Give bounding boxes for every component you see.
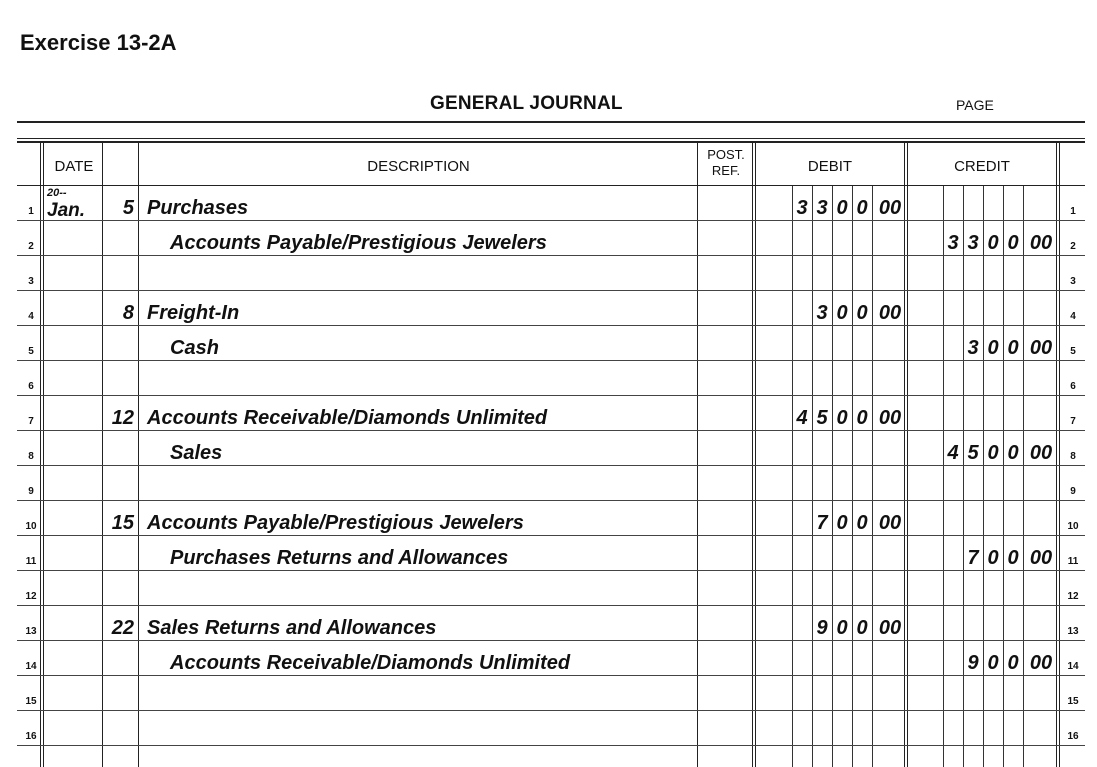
row-line	[17, 220, 1085, 221]
debit-digit: 0	[856, 197, 868, 219]
entry-description: Accounts Payable/Prestigious Jewelers	[170, 232, 547, 254]
credit-cents: 00	[1029, 337, 1053, 359]
line-number-left: 2	[28, 241, 34, 252]
header-post-ref	[698, 147, 754, 179]
debit-cents: 00	[878, 512, 902, 534]
row-line	[17, 500, 1085, 501]
credit-digit: 0	[1007, 232, 1019, 254]
debit-digit: 0	[856, 512, 868, 534]
row-line	[17, 290, 1085, 291]
grid-line-date-day	[102, 142, 103, 767]
debit-digit: 0	[836, 407, 848, 429]
credit-digit: 9	[967, 652, 979, 674]
header-bottom-line	[17, 185, 1085, 186]
entry-day: 22	[111, 617, 134, 639]
debit-digit: 0	[856, 617, 868, 639]
row-line	[17, 255, 1085, 256]
credit-digit: 3	[967, 232, 979, 254]
row-line	[17, 710, 1085, 711]
entry-description: Purchases	[147, 197, 249, 219]
top-rule-thin-1	[17, 138, 1085, 139]
credit-digit: 3	[947, 232, 959, 254]
credit-digit-line	[943, 185, 944, 767]
exercise-title: Exercise 13-2A	[20, 30, 177, 55]
credit-digit: 0	[987, 442, 999, 464]
line-number-right: 1	[1070, 206, 1076, 217]
row-line	[17, 465, 1085, 466]
grid-line-left-inner	[43, 142, 44, 767]
grid-line-debit-left-1	[752, 142, 753, 767]
credit-digit: 7	[967, 547, 979, 569]
debit-digit: 4	[796, 407, 808, 429]
entry-description: Cash	[170, 337, 219, 359]
top-rule	[17, 121, 1085, 123]
credit-digit-line	[963, 185, 964, 767]
credit-digit: 0	[987, 232, 999, 254]
page-label: PAGE	[956, 97, 994, 113]
line-number-left: 12	[25, 591, 37, 602]
debit-digit: 5	[816, 407, 828, 429]
credit-cents: 00	[1029, 232, 1053, 254]
line-number-right: 3	[1070, 276, 1076, 287]
grid-line-left-outer	[40, 142, 41, 767]
grid-line-credit-left-1	[904, 142, 905, 767]
credit-digit: 0	[1007, 442, 1019, 464]
line-number-right: 6	[1070, 381, 1076, 392]
debit-digit: 0	[856, 302, 868, 324]
line-number-left: 16	[25, 731, 37, 742]
line-number-left: 14	[25, 661, 37, 672]
line-number-right: 4	[1070, 311, 1076, 322]
debit-digit: 0	[836, 197, 848, 219]
entry-day: 12	[111, 407, 134, 429]
header-post-ref-line2: REF.	[711, 163, 741, 178]
line-number-left: 1	[28, 206, 34, 217]
credit-digit: 5	[967, 442, 979, 464]
credit-digit: 0	[987, 337, 999, 359]
line-number-right: 8	[1070, 451, 1076, 462]
credit-digit: 0	[1007, 547, 1019, 569]
row-line	[17, 605, 1085, 606]
year-label: 20--	[47, 187, 67, 199]
line-number-left: 7	[28, 416, 34, 427]
debit-digit-line	[832, 185, 833, 767]
debit-cents: 00	[878, 302, 902, 324]
debit-digit: 9	[816, 617, 828, 639]
debit-cents: 00	[878, 407, 902, 429]
grid-line-right-2	[1059, 142, 1060, 767]
credit-cents: 00	[1029, 442, 1053, 464]
line-number-left: 15	[25, 696, 37, 707]
line-number-right: 14	[1067, 661, 1079, 672]
line-number-right: 5	[1070, 346, 1076, 357]
row-line	[17, 395, 1085, 396]
grid-line-debit-left-2	[755, 142, 756, 767]
entry-description: Accounts Receivable/Diamonds Unlimited	[147, 407, 548, 429]
header-description: DESCRIPTION	[367, 158, 470, 175]
credit-digit-line	[1003, 185, 1004, 767]
entry-day: 15	[111, 512, 134, 534]
row-line	[17, 360, 1085, 361]
credit-digit: 4	[947, 442, 959, 464]
header-credit: CREDIT	[954, 158, 1010, 175]
debit-cents: 00	[878, 197, 902, 219]
credit-digit: 0	[987, 547, 999, 569]
row-line	[17, 640, 1085, 641]
entry-description: Sales Returns and Allowances	[147, 617, 437, 639]
entry-day: 8	[122, 302, 134, 324]
credit-digit: 0	[1007, 652, 1019, 674]
header-debit: DEBIT	[807, 158, 853, 175]
grid-line-postref-left	[697, 142, 698, 767]
line-number-left: 8	[28, 451, 34, 462]
credit-digit-line	[983, 185, 984, 767]
debit-cents: 00	[878, 617, 902, 639]
debit-digit: 0	[836, 302, 848, 324]
line-number-right: 9	[1070, 486, 1076, 497]
line-number-right: 10	[1067, 521, 1079, 532]
credit-digit: 0	[987, 652, 999, 674]
credit-digit: 3	[967, 337, 979, 359]
debit-digit: 3	[816, 197, 828, 219]
entry-description: Freight-In	[147, 302, 240, 324]
debit-digit: 0	[836, 617, 848, 639]
debit-digit: 0	[856, 407, 868, 429]
entry-description: Accounts Receivable/Diamonds Unlimited	[170, 652, 571, 674]
line-number-right: 11	[1067, 556, 1079, 567]
line-number-left: 9	[28, 486, 34, 497]
header-date: DATE	[54, 158, 94, 175]
line-number-right: 16	[1067, 731, 1079, 742]
debit-digit-line	[852, 185, 853, 767]
line-number-left: 4	[28, 311, 34, 322]
debit-digit: 0	[836, 512, 848, 534]
top-rule-thin-2	[17, 141, 1085, 143]
row-line	[17, 570, 1085, 571]
line-number-right: 15	[1067, 696, 1079, 707]
entry-day: 5	[122, 197, 134, 219]
entry-description: Sales	[170, 442, 223, 464]
header-post-ref-line1: POST.	[707, 147, 745, 162]
entry-description: Purchases Returns and Allowances	[170, 547, 509, 569]
row-line	[17, 675, 1085, 676]
line-number-right: 13	[1067, 626, 1079, 637]
line-number-left: 3	[28, 276, 34, 287]
line-number-left: 6	[28, 381, 34, 392]
line-number-left: 11	[25, 556, 37, 567]
month-label: Jan.	[47, 200, 86, 221]
row-line	[17, 745, 1085, 746]
debit-digit: 7	[816, 512, 828, 534]
line-number-left: 10	[25, 521, 37, 532]
row-line	[17, 535, 1085, 536]
row-line	[17, 430, 1085, 431]
debit-digit-line	[872, 185, 873, 767]
entry-description: Accounts Payable/Prestigious Jewelers	[147, 512, 524, 534]
line-number-left: 5	[28, 346, 34, 357]
credit-cents: 00	[1029, 547, 1053, 569]
journal-title: GENERAL JOURNAL	[430, 93, 623, 114]
debit-digit-line	[812, 185, 813, 767]
debit-digit: 3	[796, 197, 808, 219]
credit-digit-line	[1023, 185, 1024, 767]
grid-line-description-left	[138, 142, 139, 767]
line-number-right: 7	[1070, 416, 1076, 427]
row-line	[17, 325, 1085, 326]
grid-line-credit-left-2	[907, 142, 908, 767]
debit-digit: 3	[816, 302, 828, 324]
line-number-right: 2	[1070, 241, 1076, 252]
credit-digit: 0	[1007, 337, 1019, 359]
debit-digit-line	[792, 185, 793, 767]
line-number-left: 13	[25, 626, 37, 637]
credit-cents: 00	[1029, 652, 1053, 674]
line-number-right: 12	[1067, 591, 1079, 602]
